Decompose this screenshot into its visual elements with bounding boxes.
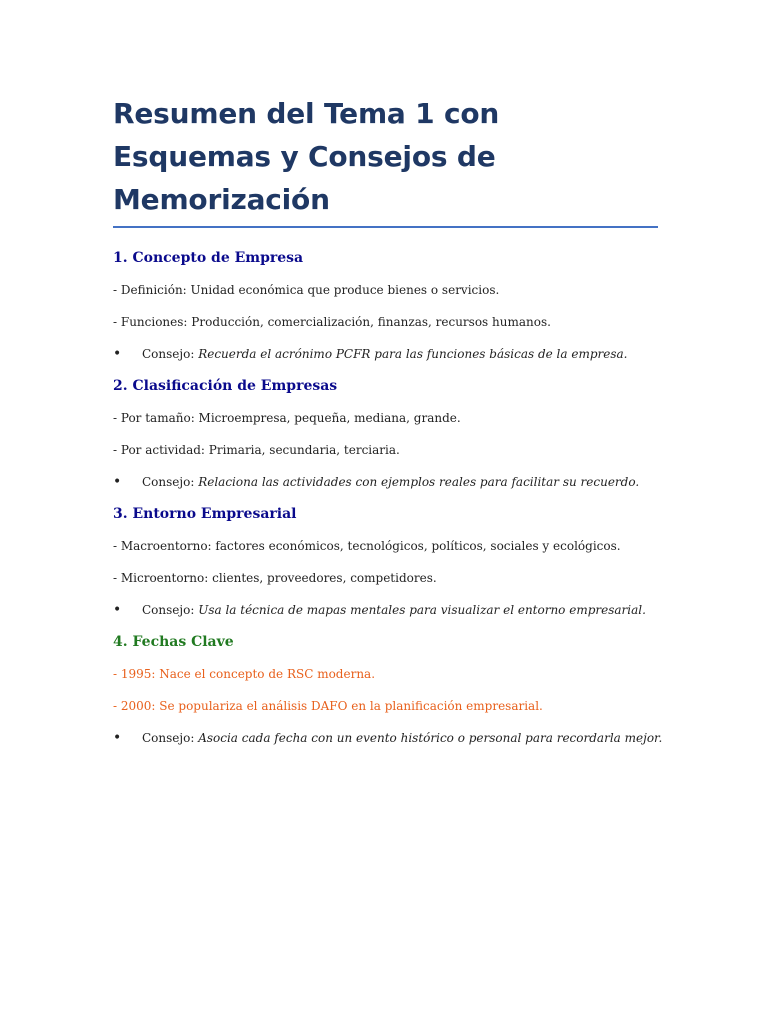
section-concepto-empresa bbox=[113, 242, 658, 370]
tip-label: Consejo: bbox=[142, 731, 199, 745]
section-entorno-empresarial bbox=[113, 498, 658, 626]
section-line: - Microentorno: clientes, proveedores, competidores. bbox=[113, 571, 437, 585]
page-title: Resumen del Tema 1 con Esquemas y Consejos de Memorización bbox=[113, 92, 658, 228]
bullet-icon: • bbox=[113, 346, 122, 362]
tip-label: Consejo: bbox=[142, 475, 199, 489]
section-heading: 3. Entorno Empresarial bbox=[113, 506, 297, 522]
tip-label: Consejo: bbox=[142, 347, 199, 361]
tip-label: Consejo: bbox=[142, 603, 199, 617]
section-line: - Por tamaño: Microempresa, pequeña, mediana, grande. bbox=[113, 411, 461, 425]
section-heading: 1. Concepto de Empresa bbox=[113, 250, 304, 266]
date-line: - 2000: Se populariza el análisis DAFO en la planificación empresarial. bbox=[113, 699, 543, 713]
section-line: - Definición: Unidad económica que produce bienes o servicios. bbox=[113, 283, 500, 297]
section-heading: 2. Clasificación de Empresas bbox=[113, 378, 338, 394]
section-fechas-clave bbox=[113, 626, 663, 754]
section-heading: 4. Fechas Clave bbox=[113, 634, 234, 650]
tip-text: Recuerda el acrónimo PCFR para las funciones básicas de la empresa. bbox=[198, 347, 628, 361]
title-spacer bbox=[113, 228, 658, 242]
section-line: - Macroentorno: factores económicos, tecnológicos, políticos, sociales y ecológicos. bbox=[113, 539, 621, 553]
tip-item bbox=[113, 338, 658, 370]
section-clasificacion-empresas bbox=[113, 370, 658, 498]
tip-item bbox=[113, 594, 658, 626]
date-line: - 1995: Nace el concepto de RSC moderna. bbox=[113, 667, 376, 681]
tip-item bbox=[113, 466, 658, 498]
document-page bbox=[113, 92, 663, 754]
bullet-icon: • bbox=[113, 602, 122, 618]
tip-text: Usa la técnica de mapas mentales para visualizar el entorno empresarial. bbox=[198, 603, 646, 617]
tip-text: Asocia cada fecha con un evento histórico o personal para recordarla mejor. bbox=[198, 731, 663, 745]
bullet-icon: • bbox=[113, 730, 122, 746]
tip-item bbox=[113, 722, 663, 754]
tip-text: Relaciona las actividades con ejemplos reales para facilitar su recuerdo. bbox=[198, 475, 640, 489]
section-line: - Por actividad: Primaria, secundaria, terciaria. bbox=[113, 443, 400, 457]
section-line: - Funciones: Producción, comercialización, finanzas, recursos humanos. bbox=[113, 315, 551, 329]
bullet-icon: • bbox=[113, 474, 122, 490]
